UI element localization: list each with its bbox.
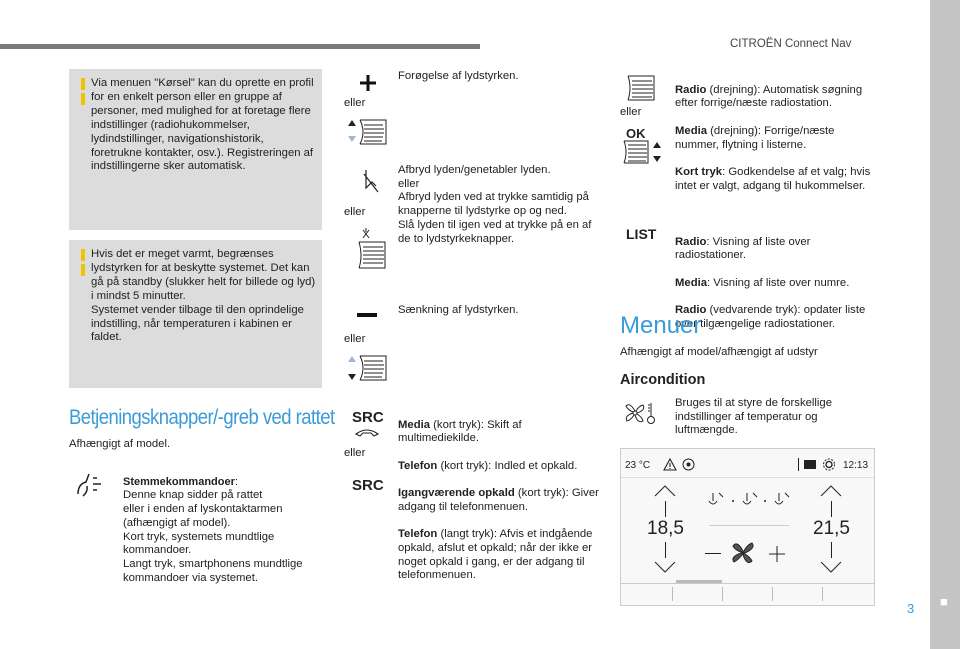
ok-button-label: OK — [626, 126, 646, 141]
header-title: CITROËN Connect Nav — [730, 38, 852, 50]
volume-up-text: Forøgelse af lydstyrken. — [398, 70, 519, 82]
left-temp-tick — [665, 542, 666, 558]
header-rule — [0, 44, 480, 49]
navigation-icon[interactable] — [682, 458, 695, 471]
src-term: Media — [398, 418, 431, 431]
list-text — [675, 222, 880, 345]
note-text: Hvis det er meget varmt, begrænses lydstyrken for at beskytte systemet. Det kan gå på standby (slukker helt for billede og lyd) i mindst 5 minutter. Systemet vender tilbage til den oprindelige indstilling, når temperaturen i kabinen er faldet. — [91, 248, 316, 344]
warning-icon — [663, 458, 677, 471]
list-desc: : Visning af liste over numre. — [707, 276, 850, 289]
or-label: eller — [344, 447, 366, 459]
airflow-mode-icons[interactable] — [705, 489, 795, 509]
src-button-label: SRC — [352, 409, 384, 426]
status-divider — [798, 458, 799, 471]
or-label: eller — [620, 106, 642, 118]
right-temp-tick — [831, 501, 832, 517]
or-label: eller — [344, 333, 366, 345]
voice-command-text: Denne knap sidder på rattet eller i enden af lyskontaktarmen (afhængigt af model). Kort tryk, systemets mundtlige kommandoer. Langt tryk, smartphonens mundtlige kommandoer via systemet. — [123, 489, 303, 584]
list-item — [675, 277, 880, 291]
src-term: Telefon — [398, 528, 438, 541]
src-button-label: SRC — [352, 477, 384, 494]
side-tab — [930, 0, 960, 649]
or-label: eller — [344, 97, 366, 109]
wheel-term: Kort tryk — [675, 165, 723, 178]
left-temp-tick — [665, 501, 666, 517]
wheel-desc: (drejning): Automatisk søgning efter forrige/næste radiostation. — [675, 83, 863, 110]
left-temp-down-icon[interactable] — [654, 561, 676, 573]
volume-wheel-up-icon — [346, 118, 388, 146]
plus-icon — [359, 74, 377, 92]
src-desc: (langt tryk): Afvis et indgående opkald, afslut et opkald; når der ikke er noget opkald i gang, er der adgang til telefonmenuen. — [398, 528, 593, 582]
voice-command-block: Stemmekommandoer: Denne knap sidder på rattet eller i enden af lyskontaktarmen (afhængigt af model). Kort tryk, systemets mundtlige kommandoer. Langt tryk, smartphonens mundtlige kommandoer via systemet. — [123, 462, 323, 599]
src-term: Telefon — [398, 459, 438, 472]
media-icon[interactable] — [803, 458, 817, 471]
volume-down-text: Sænkning af lydstyrken. — [398, 304, 519, 316]
fan-temperature-icon — [624, 400, 658, 426]
list-term: Radio — [675, 304, 707, 317]
mute-wheel-icon — [353, 228, 387, 270]
note-marker-icon — [81, 249, 85, 261]
wheel-desc: : Godkendelse af et valg; hvis intet er valgt, adgang til hukommelser. — [675, 165, 871, 192]
menus-subtitle: Afhængigt af model/afhængigt af udstyr — [620, 346, 818, 358]
list-desc: : Visning af liste over radiostationer. — [675, 235, 811, 262]
right-temp-down-icon[interactable] — [820, 561, 842, 573]
src-desc: (kort tryk): Giver adgang til telefonmenuen. — [398, 487, 599, 513]
side-marker: ■ — [940, 594, 948, 609]
voice-command-title: Stemmekommandoer — [123, 475, 235, 488]
tab-bar-rule — [621, 583, 874, 584]
src-text — [398, 405, 603, 597]
left-temperature: 18,5 — [647, 518, 684, 539]
wheel-icon — [622, 75, 656, 101]
phone-icon — [354, 427, 380, 437]
wheel-desc: (drejning): Forrige/næste nummer, flytning i listerne. — [675, 124, 835, 151]
outside-temperature: 23 °C — [625, 460, 651, 471]
fan-icon — [730, 540, 756, 566]
src-item — [398, 419, 603, 446]
mute-text: Afbryd lyden/genetabler lyden. eller Afbryd lyden ved at trykke samtidig på knapperne til lydstyrke op og ned. Slå lyden til igen ved at trykke på en af de to lydstyrkeknapper. — [398, 164, 592, 245]
src-item — [398, 528, 603, 583]
tab-divider — [672, 587, 673, 601]
settings-icon[interactable] — [822, 458, 836, 471]
fan-plus-icon[interactable] — [768, 545, 786, 563]
aircon-heading: Aircondition — [620, 372, 706, 388]
src-term: Igangværende opkald — [398, 487, 515, 500]
note-marker-icon — [81, 78, 85, 90]
wheel-text — [675, 70, 875, 207]
list-item — [675, 236, 880, 263]
steering-heading: Betjeningsknapper/-greb ved rattet — [69, 406, 335, 429]
wheel-updown-icon — [620, 140, 662, 164]
wheel-item — [675, 166, 875, 193]
steering-subtitle: Afhængigt af model. — [69, 438, 171, 450]
volume-wheel-down-icon — [346, 354, 388, 382]
src-desc: (kort tryk): Indled et opkald. — [437, 459, 578, 472]
menus-heading: Menuer — [620, 312, 702, 339]
tab-divider — [822, 587, 823, 601]
right-temp-up-icon[interactable] — [820, 485, 842, 497]
src-item — [398, 487, 603, 514]
left-temp-up-icon[interactable] — [654, 485, 676, 497]
voice-command-icon — [75, 472, 107, 498]
list-desc: (vedvarende tryk): opdater liste over tilgængelige radiostationer. — [675, 304, 866, 330]
list-term: Media — [675, 276, 708, 289]
status-separator — [621, 477, 874, 478]
list-item — [675, 304, 880, 331]
tab-divider — [722, 587, 723, 601]
center-divider — [709, 525, 789, 526]
list-button-label: LIST — [626, 226, 657, 242]
clock: 12:13 — [843, 460, 869, 471]
info-note-heat — [69, 240, 322, 388]
or-label: eller — [344, 206, 366, 218]
wheel-term: Radio — [675, 83, 707, 96]
wheel-item — [675, 84, 875, 111]
aircon-text: Bruges til at styre de forskellige indstillinger af temperatur og luftmængde. — [675, 397, 832, 437]
right-temp-tick — [831, 542, 832, 558]
wheel-item — [675, 125, 875, 152]
fan-minus-icon[interactable] — [705, 553, 721, 554]
wheel-term: Media — [675, 124, 708, 137]
src-desc: (kort tryk): Skift af multimediekilde. — [398, 418, 522, 445]
minus-icon — [357, 313, 377, 319]
list-term: Radio — [675, 235, 707, 248]
note-text: Via menuen "Kørsel" kan du oprette en profil for en enkelt person eller en gruppe af personer, med mulighed for at foretage flere indstillinger (radiohukommelser, lydindstillinger, navigationshistorik, foretrukne kontakter, osv.). Registreringen af indstillingerne sker automatisk. — [91, 77, 314, 173]
page-number: 3 — [907, 601, 915, 616]
mute-icon — [362, 168, 380, 196]
info-note-profile — [69, 69, 322, 230]
climate-screen — [620, 448, 875, 606]
src-item — [398, 460, 603, 474]
tab-divider — [772, 587, 773, 601]
right-temperature: 21,5 — [813, 518, 850, 539]
